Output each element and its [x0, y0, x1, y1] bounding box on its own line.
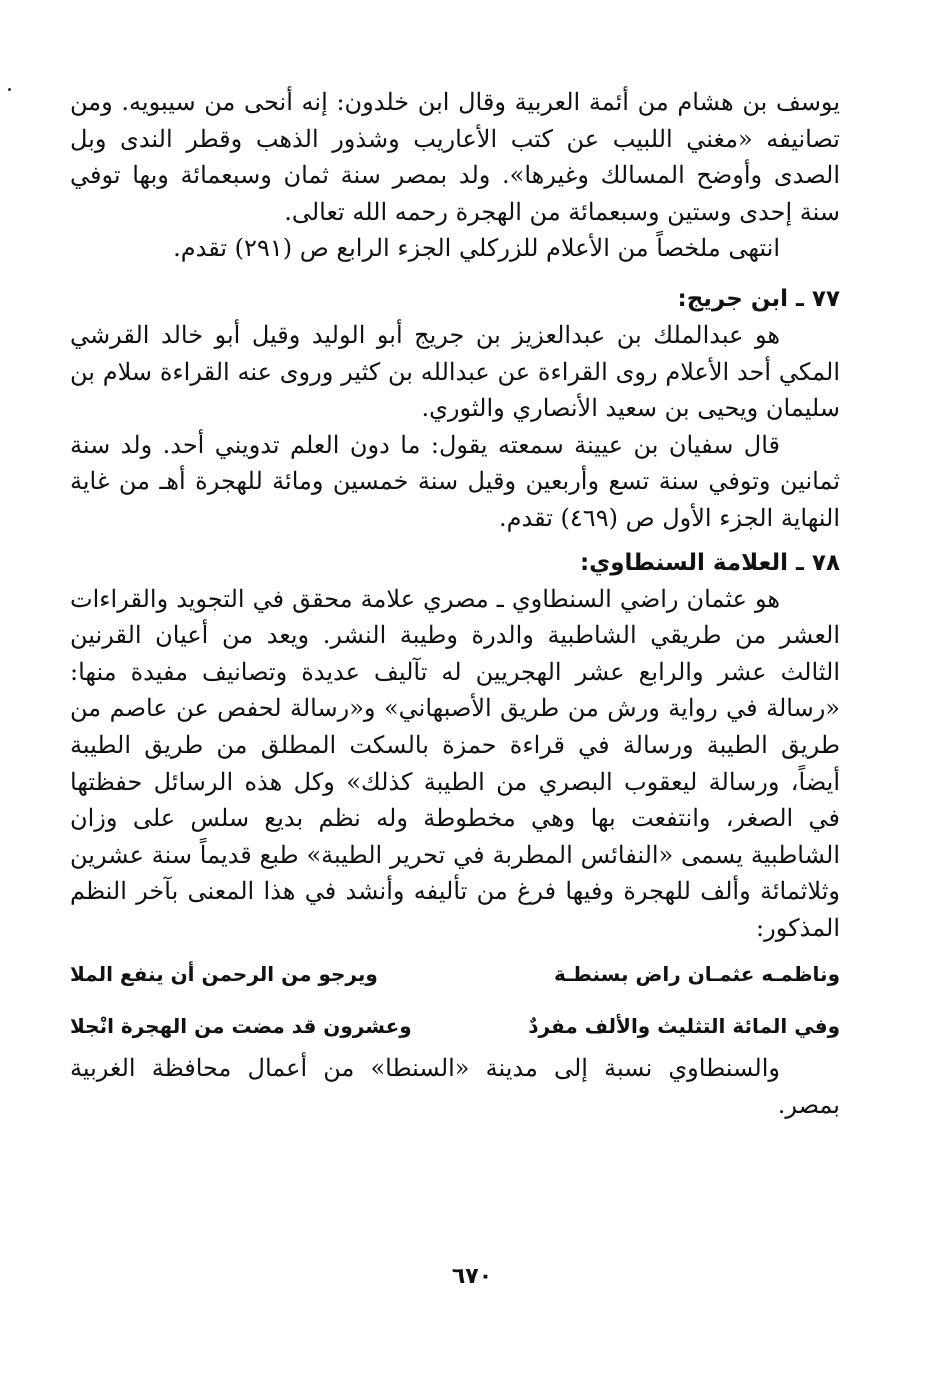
- previous-entry-source: انتهى ملخصاً من الأعلام للزركلي الجزء الرابع ص (٢٩١) تقدم.: [173, 234, 780, 263]
- entry-77-paragraph-1: هو عبدالملك بن عبدالعزيز بن جريج أبو الوليد وقيل أبو خالد القرشي المكي أحد الأعلام روى القراءة عن عبدالله بن كثير وروى عنه القراءة سلام بن سليمان ويحيى بن سعيد الأنصاري والثوري.: [70, 320, 841, 423]
- previous-entry-paragraph: يوسف بن هشام من أئمة العربية وقال ابن خلدون: إنه أنحى من سيبويه. ومن تصانيفه «مغني اللبيب عن كتب الأعاريب وشذور الذهب وقطر الندى وبل الصدى وأوضح المسالك وغيرها». ولد بمصر سنة ثمان وسبعمائة وبها توفي سنة إحدى وستين وسبعمائة من الهجرة رحمه الله تعالى.: [70, 88, 841, 226]
- book-page: [70, 84, 840, 1124]
- verse-2-first-hemistich: وفي المائة التثليث والألف مفردٌ: [528, 1014, 840, 1039]
- entry-78-closing: والسنطاوي نسبة إلى مدينة «السنطا» من أعمال محافظة الغربية بمصر.: [70, 1054, 840, 1120]
- entry-77-heading: ٧٧ ـ ابن جريج:: [677, 285, 840, 312]
- verse-line-1: [70, 950, 840, 998]
- verse-1-second-hemistich: ويرجو من الرحمن أن ينفع الملا: [70, 962, 378, 987]
- verse-line-2: [70, 1002, 840, 1050]
- page-number: ٦٧٠: [451, 1264, 493, 1289]
- verse-block: [70, 950, 840, 1050]
- entry-77-paragraph-2: قال سفيان بن عيينة سمعته يقول: ما دون العلم تدويني أحد. ولد سنة ثمانين وتوفي سنة تسع وأربعين وقيل سنة خمسين ومائة للهجرة أهـ من غاية النهاية الجزء الأول ص (٤٦٩) تقدم.: [70, 430, 840, 532]
- verse-2-second-hemistich: وعشرون قد مضت من الهجرة انْجلا: [70, 1014, 412, 1039]
- entry-78-paragraph-1: هو عثمان راضي السنطاوي ـ مصري علامة محقق في التجويد والقراءات العشر من طريقي الشاطبية والدرة وطيبة النشر. ويعد من أعيان القرنين الثالث عشر والرابع عشر الهجريين له تآليف عديدة وتصانيف مفيدة منها: «رسالة في رواية ورش من طريق الأصبهاني» و«رسالة لحفص عن عاصم من طريق الطيبة ورسالة في قراءة حمزة بالسكت المطلق من طريق الطيبة أيضاً، ورسالة ليعقوب البصري من الطيبة كذلك» وكل هذه الرسائل حفظتها في الصغر، وانتفعت بها وهي مخطوطة وله نظم بديع سلس على وزان الشاطبية يسمى «النفائس المطربة في تحرير الطيبة» طبع قديماً سنة عشرين وثلاثمائة وألف للهجرة وفيها فرغ من تأليفه وأنشد في هذا المعنى بآخر النظم المذكور:: [70, 584, 840, 942]
- verse-1-first-hemistich: وناظمـه عثمـان راض بسنطـة: [554, 962, 840, 987]
- scan-speck: [8, 88, 11, 91]
- entry-78-heading: ٧٨ ـ العلامة السنطاوي:: [579, 549, 840, 576]
